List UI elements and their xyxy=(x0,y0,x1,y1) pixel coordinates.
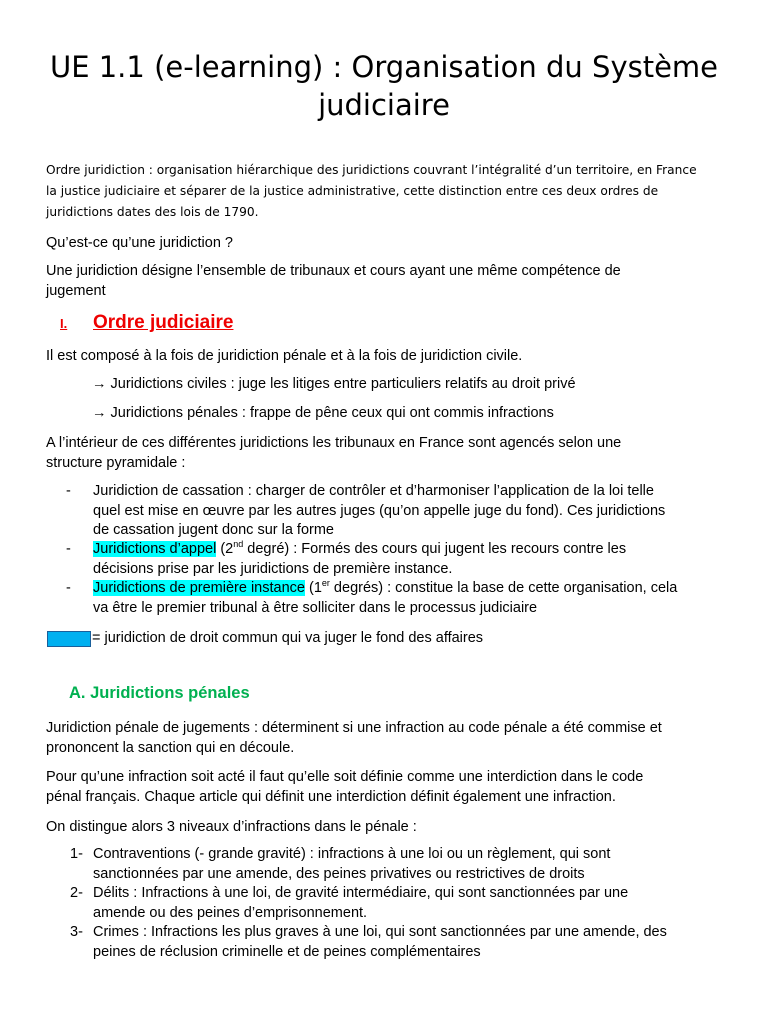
intro-line: juridictions dates des lois de 1790. xyxy=(46,205,259,219)
legend-text: = juridiction de droit commun qui va juger le fond des affaires xyxy=(92,630,484,646)
arrow-item-civiles: → Juridictions civiles : juge les litiges entre particuliers relatifs au droit privé xyxy=(92,376,576,392)
bullet-dash: - xyxy=(66,483,71,499)
paragraph-line: Juridiction pénale de jugements : déterminent si une infraction au code pénale a été commise et xyxy=(46,720,662,736)
list-item-line: de cassation jugent donc sur la forme xyxy=(93,522,334,538)
list-number: 1- xyxy=(70,846,83,862)
bullet-dash: - xyxy=(66,580,71,596)
list-item-line: Juridiction de cassation : charger de contrôler et d’harmoniser l’application de la loi telle xyxy=(93,483,654,499)
list-item-line: Juridictions d’appel (2nd degré) : Formés des cours qui jugent les recours contre les xyxy=(93,539,627,557)
highlighted-term: Juridictions de première instance xyxy=(93,580,305,596)
paragraph-line: pénal français. Chaque article qui définit une interdiction définit également une infraction. xyxy=(46,789,616,805)
list-item-line: quel est mise en œuvre par les autres juges (qu’on appelle juge du fond). Ces juridictions xyxy=(93,502,666,519)
highlighted-term: Juridictions d’appel xyxy=(93,541,217,557)
list-item-line: Juridictions de première instance (1er degrés) : constitue la base de cette organisation, cela xyxy=(93,578,678,596)
definition-line: jugement xyxy=(46,283,106,299)
list-item-line: Contraventions (- grande gravité) : infractions à une loi ou un règlement, qui sont xyxy=(93,846,611,862)
paragraph-niveaux: On distingue alors 3 niveaux d’infractions dans le pénale : xyxy=(46,819,417,835)
list-number: 2- xyxy=(70,885,83,901)
intro-line: Ordre juridiction : organisation hiérarchique des juridictions couvrant l’intégralité d’un territoire, en France xyxy=(46,163,697,177)
section-number: I. xyxy=(60,316,68,331)
pyramid-intro-line: structure pyramidale : xyxy=(46,455,186,471)
list-item-line: Crimes : Infractions les plus graves à une loi, qui sont sanctionnées par une amende, des xyxy=(93,924,667,940)
paragraph-line: prononcent la sanction qui en découle. xyxy=(46,740,295,756)
legend-color-swatch xyxy=(47,631,91,647)
list-number: 3- xyxy=(70,924,83,940)
pyramid-intro-line: A l’intérieur de ces différentes juridictions les tribunaux en France sont agencés selon une xyxy=(46,435,622,451)
bullet-dash: - xyxy=(66,541,71,557)
paragraph-line: Pour qu’une infraction soit acté il faut qu’elle soit définie comme une interdiction dans le code xyxy=(46,769,644,785)
definition-line: Une juridiction désigne l’ensemble de tribunaux et cours ayant une même compétence de xyxy=(46,263,621,279)
arrow-item-penales: → Juridictions pénales : frappe de pêne ceux qui ont commis infractions xyxy=(92,405,554,421)
list-item-line: Délits : Infractions à une loi, de gravité intermédiaire, qui sont sanctionnées par une xyxy=(93,885,629,901)
page-title: UE 1.1 (e-learning) : Organisation du Système judiciaire xyxy=(49,50,719,122)
list-item-line: va être le premier tribunal à être solliciter dans le processus judiciaire xyxy=(93,599,538,616)
list-item-line: peines de réclusion criminelle et de peines complémentaires xyxy=(93,943,481,960)
list-item-line: décisions prise par les juridictions de première instance. xyxy=(93,560,453,577)
section-intro: Il est composé à la fois de juridiction pénale et à la fois de juridiction civile. xyxy=(46,348,523,364)
section-heading-ordre-judiciaire xyxy=(60,312,233,334)
list-item-line: amende ou des peines d’emprisonnement. xyxy=(93,904,368,921)
list-item-line: sanctionnées par une amende, des peines privatives ou restrictives de droits xyxy=(93,865,585,882)
intro-line: la justice judiciaire et séparer de la justice administrative, cette distinction entre ces deux ordres de xyxy=(46,184,659,198)
subsection-heading-juridictions-penales: A. Juridictions pénales xyxy=(69,684,250,702)
section-title: Ordre judiciaire xyxy=(93,312,234,333)
question-text: Qu’est-ce qu’une juridiction ? xyxy=(46,235,233,251)
